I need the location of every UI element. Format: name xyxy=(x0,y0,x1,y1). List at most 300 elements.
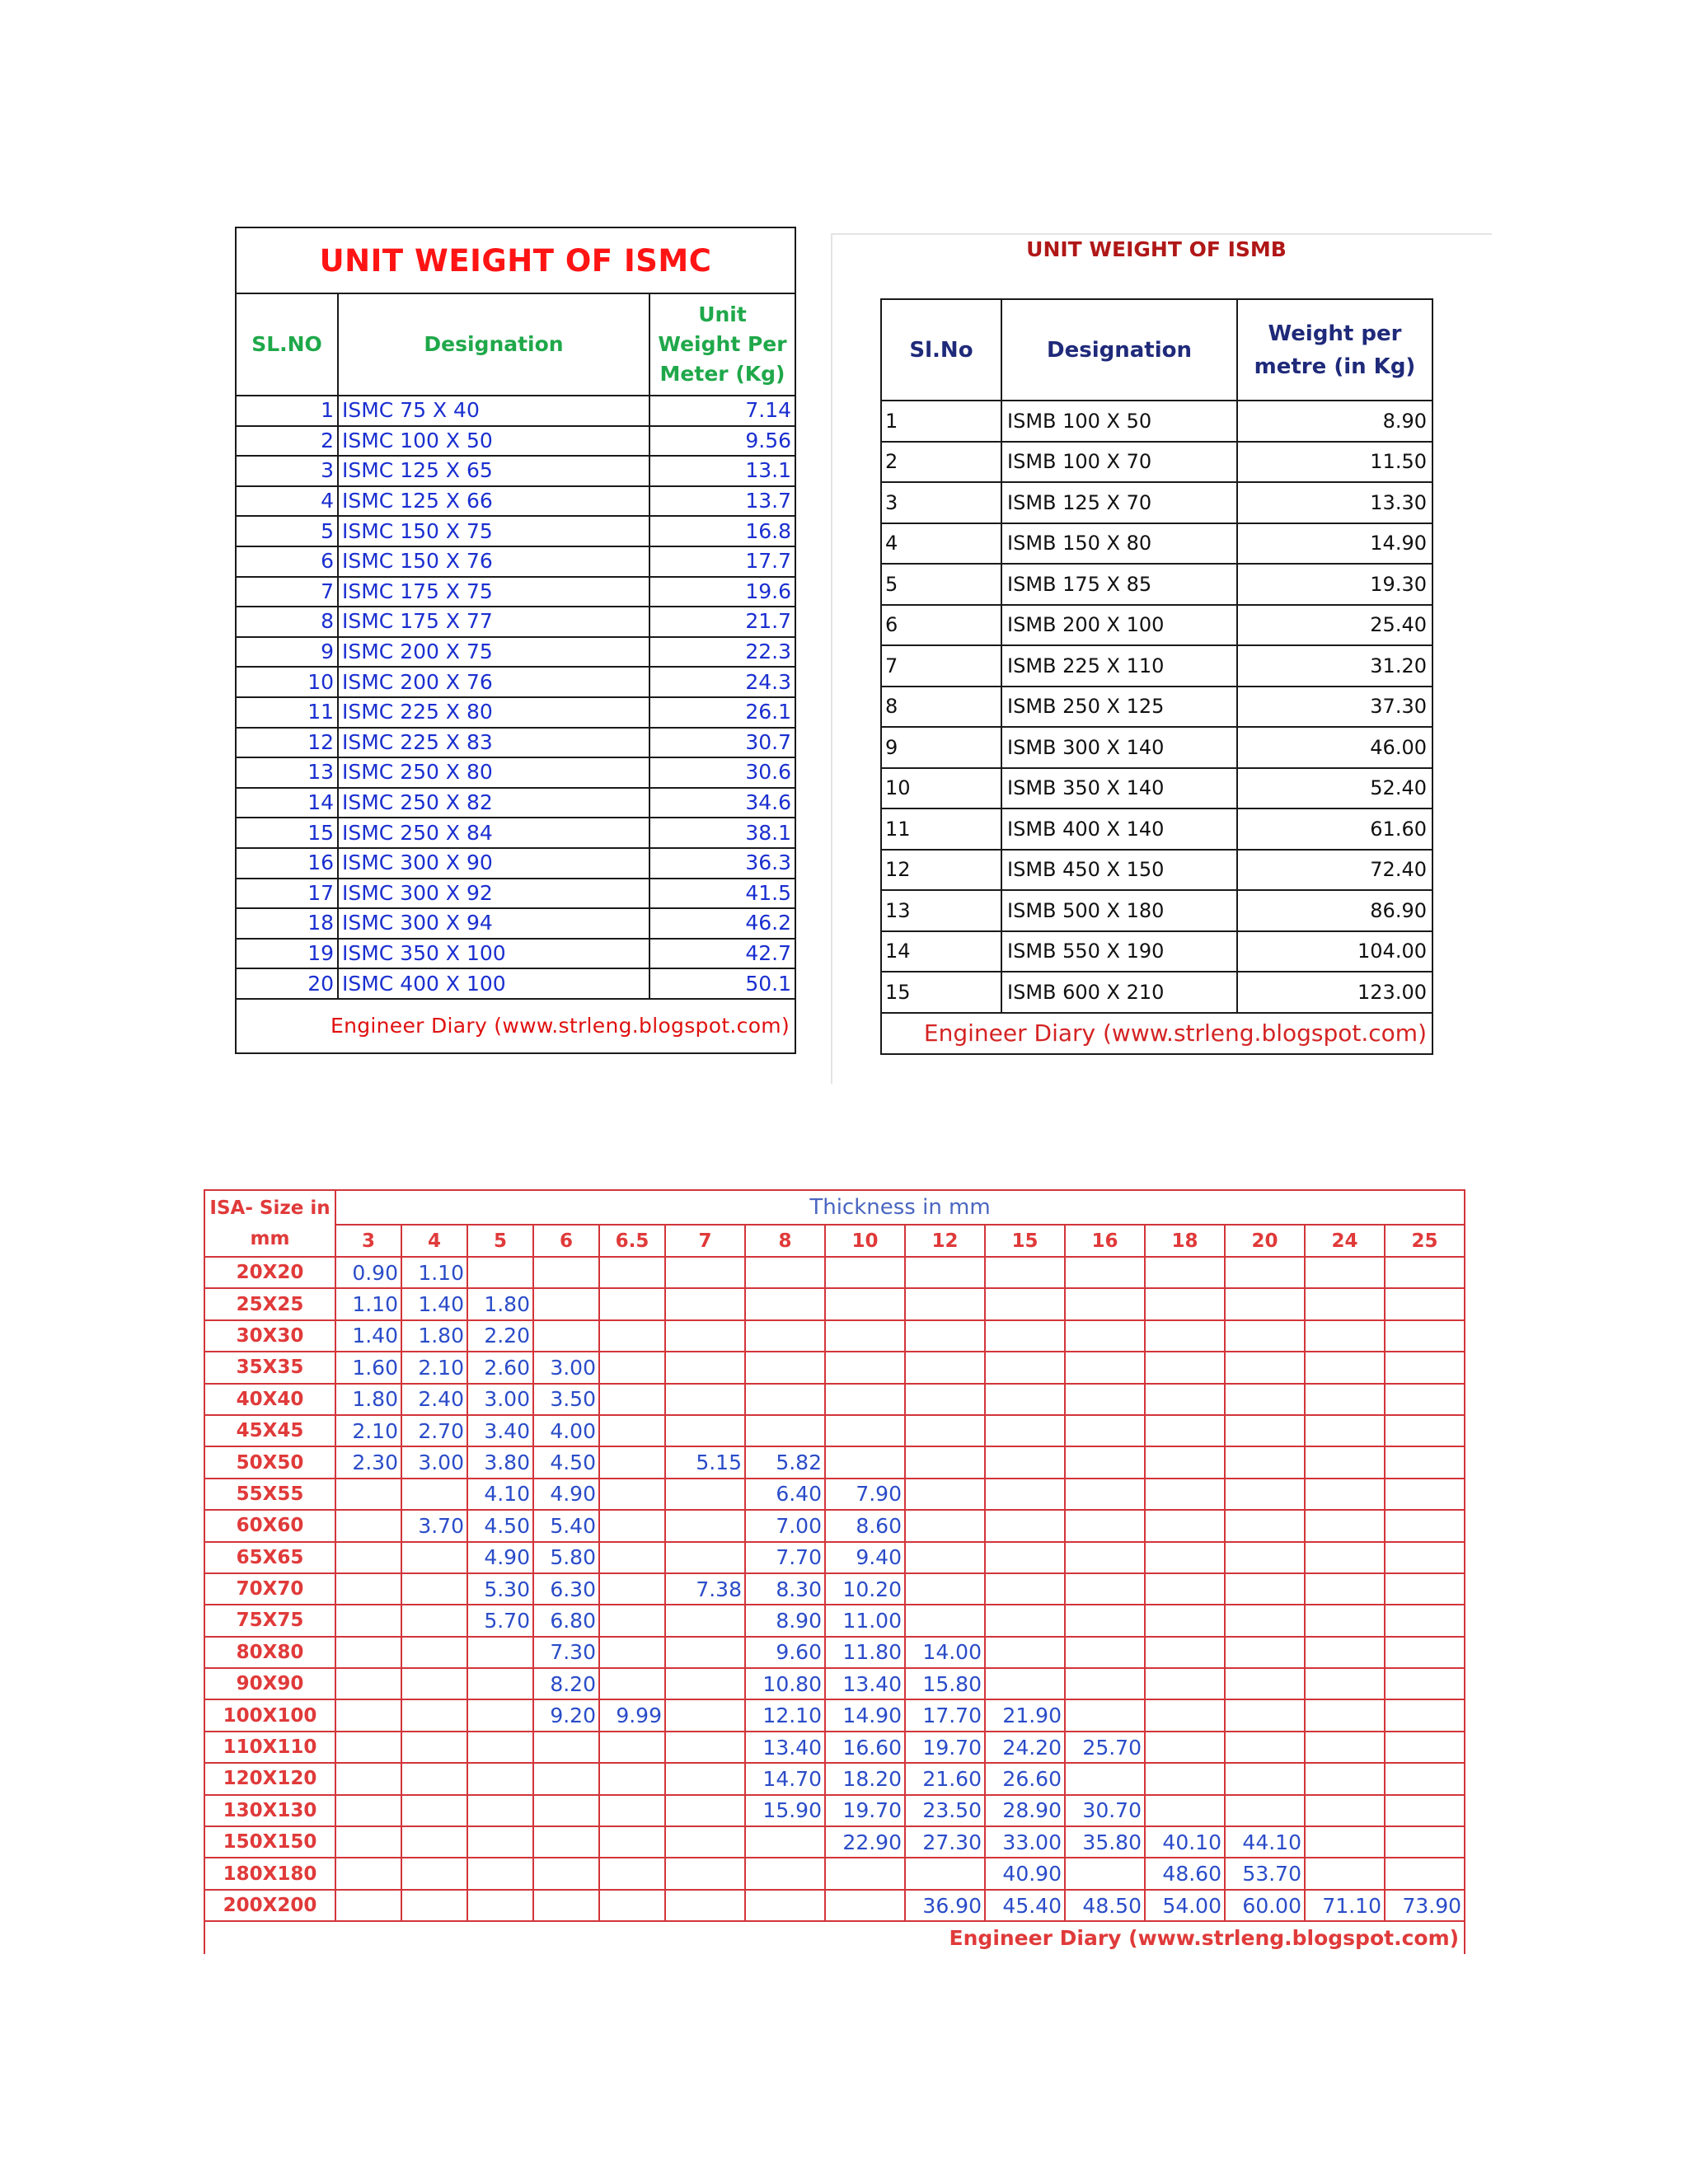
isa-weight-cell xyxy=(1225,1479,1305,1510)
ismb-designation-cell: ISMB 250 X 125 xyxy=(1001,687,1237,728)
isa-weight-cell xyxy=(599,1732,665,1763)
table-row xyxy=(236,697,795,728)
isa-weight-cell xyxy=(1225,1732,1305,1763)
table-row xyxy=(204,1858,1465,1889)
isa-weight-cell: 45.40 xyxy=(985,1890,1065,1921)
isa-weight-cell xyxy=(599,1510,665,1541)
isa-weight-cell xyxy=(905,1542,985,1573)
isa-weight-cell xyxy=(1305,1479,1385,1510)
isa-weight-cell xyxy=(401,1668,467,1699)
isa-size-cell: 90X90 xyxy=(204,1668,335,1699)
isa-weight-cell: 44.10 xyxy=(1225,1826,1305,1858)
isa-weight-cell xyxy=(467,1890,533,1921)
isa-thickness-label: 18 xyxy=(1145,1225,1225,1257)
isa-weight-cell: 6.80 xyxy=(533,1605,599,1636)
ismb-sl-cell: 12 xyxy=(881,850,1001,891)
isa-weight-cell xyxy=(335,1732,401,1763)
table-row xyxy=(236,728,795,758)
isa-weight-cell xyxy=(905,1446,985,1478)
isa-weight-cell: 21.90 xyxy=(985,1699,1065,1731)
ismb-designation-cell: ISMB 225 X 110 xyxy=(1001,645,1237,687)
isa-weight-cell xyxy=(1305,1573,1385,1605)
ismc-sl-cell: 8 xyxy=(236,607,338,637)
table-row xyxy=(204,1605,1465,1636)
isa-weight-cell xyxy=(1145,1257,1225,1288)
isa-weight-cell xyxy=(1385,1288,1465,1319)
ismb-weight-cell: 11.50 xyxy=(1237,442,1432,483)
isa-weight-cell xyxy=(1305,1446,1385,1478)
isa-weight-cell xyxy=(335,1668,401,1699)
table-row xyxy=(236,757,795,788)
isa-weight-cell xyxy=(1225,1795,1305,1826)
isa-weight-cell xyxy=(335,1510,401,1541)
isa-weight-cell: 25.70 xyxy=(1065,1732,1145,1763)
isa-weight-cell xyxy=(1225,1352,1305,1383)
isa-weight-cell xyxy=(401,1890,467,1921)
isa-weight-cell xyxy=(665,1288,745,1319)
ismb-sl-cell: 14 xyxy=(881,931,1001,972)
isa-weight-cell xyxy=(985,1415,1065,1446)
isa-weight-cell xyxy=(1305,1732,1385,1763)
table-row xyxy=(881,768,1432,809)
ismb-sl-cell: 10 xyxy=(881,768,1001,809)
isa-weight-cell xyxy=(985,1446,1065,1478)
isa-weight-cell xyxy=(1065,1573,1145,1605)
isa-weight-cell: 8.90 xyxy=(745,1605,825,1636)
isa-weight-cell xyxy=(1225,1320,1305,1352)
isa-weight-cell xyxy=(1145,1763,1225,1794)
ismc-sl-cell: 10 xyxy=(236,667,338,697)
isa-weight-cell: 22.90 xyxy=(825,1826,905,1858)
isa-size-cell: 75X75 xyxy=(204,1605,335,1636)
isa-weight-cell: 4.90 xyxy=(467,1542,533,1573)
ismc-sl-cell: 20 xyxy=(236,968,338,999)
ismc-sl-cell: 17 xyxy=(236,879,338,909)
table-row xyxy=(881,890,1432,931)
table-row xyxy=(204,1637,1465,1668)
ismc-sl-cell: 11 xyxy=(236,697,338,728)
isa-thickness-header: Thickness in mm xyxy=(335,1190,1465,1225)
ismc-sl-cell: 19 xyxy=(236,939,338,969)
isa-weight-cell xyxy=(1305,1795,1385,1826)
ismc-designation-header: Designation xyxy=(338,293,649,396)
ismc-designation-cell: ISMC 300 X 94 xyxy=(338,908,649,939)
isa-thickness-label: 16 xyxy=(1065,1225,1145,1257)
isa-weight-cell xyxy=(1385,1763,1465,1794)
isa-weight-cell: 36.90 xyxy=(905,1890,985,1921)
isa-weight-cell xyxy=(1145,1732,1225,1763)
isa-weight-cell xyxy=(1065,1510,1145,1541)
isa-weight-cell: 1.10 xyxy=(335,1288,401,1319)
isa-weight-cell xyxy=(985,1605,1065,1636)
ismb-sl-cell: 3 xyxy=(881,482,1001,523)
ismc-weight-cell: 13.7 xyxy=(649,486,795,517)
table-row xyxy=(204,1446,1465,1478)
isa-weight-cell xyxy=(665,1858,745,1889)
isa-thickness-label: 10 xyxy=(825,1225,905,1257)
table-row xyxy=(881,564,1432,605)
isa-weight-cell: 19.70 xyxy=(825,1795,905,1826)
isa-weight-cell: 48.50 xyxy=(1065,1890,1145,1921)
isa-size-cell: 60X60 xyxy=(204,1510,335,1541)
isa-weight-cell: 2.20 xyxy=(467,1320,533,1352)
isa-size-cell: 180X180 xyxy=(204,1858,335,1889)
table-row xyxy=(204,1699,1465,1731)
ismc-weight-cell: 36.3 xyxy=(649,848,795,879)
isa-weight-cell xyxy=(1385,1826,1465,1858)
isa-weight-cell xyxy=(1305,1858,1385,1889)
isa-weight-cell: 7.30 xyxy=(533,1637,599,1668)
ismc-sl-cell: 3 xyxy=(236,456,338,486)
ismb-sl-cell: 7 xyxy=(881,645,1001,687)
isa-weight-cell: 2.60 xyxy=(467,1352,533,1383)
ismc-weight-cell: 26.1 xyxy=(649,697,795,728)
isa-size-cell: 200X200 xyxy=(204,1890,335,1921)
isa-weight-cell xyxy=(1385,1699,1465,1731)
isa-weight-cell xyxy=(1305,1352,1385,1383)
ismc-designation-cell: ISMC 250 X 84 xyxy=(338,818,649,848)
ismb-weight-cell: 72.40 xyxy=(1237,850,1432,891)
isa-thickness-row xyxy=(204,1225,1465,1257)
isa-weight-cell xyxy=(1145,1605,1225,1636)
ismc-designation-cell: ISMC 75 X 40 xyxy=(338,396,649,426)
table-row xyxy=(881,727,1432,768)
isa-weight-cell xyxy=(665,1890,745,1921)
isa-size-cell: 30X30 xyxy=(204,1320,335,1352)
isa-weight-cell xyxy=(1065,1384,1145,1415)
isa-body xyxy=(204,1257,1465,1921)
isa-weight-cell: 3.00 xyxy=(533,1352,599,1383)
isa-weight-cell xyxy=(1305,1763,1385,1794)
isa-weight-cell: 0.90 xyxy=(335,1257,401,1288)
ismc-weight-cell: 50.1 xyxy=(649,968,795,999)
isa-weight-cell: 13.40 xyxy=(825,1668,905,1699)
ismb-sl-header: Sl.No xyxy=(881,299,1001,401)
table-row xyxy=(236,908,795,939)
isa-weight-cell: 3.00 xyxy=(401,1446,467,1478)
isa-size-cell: 150X150 xyxy=(204,1826,335,1858)
isa-weight-cell xyxy=(985,1573,1065,1605)
isa-weight-cell xyxy=(1305,1542,1385,1573)
isa-footer: Engineer Diary (www.strleng.blogspot.com) xyxy=(204,1921,1465,1954)
ismb-table xyxy=(880,298,1433,1055)
table-row xyxy=(204,1826,1465,1858)
ismc-designation-cell: ISMC 250 X 82 xyxy=(338,788,649,818)
ismb-designation-cell: ISMB 500 X 180 xyxy=(1001,890,1237,931)
ismb-designation-cell: ISMB 175 X 85 xyxy=(1001,564,1237,605)
ismc-weight-cell: 16.8 xyxy=(649,516,795,546)
isa-weight-cell xyxy=(1305,1668,1385,1699)
isa-weight-cell xyxy=(825,1288,905,1319)
isa-weight-cell xyxy=(401,1699,467,1731)
isa-weight-cell: 2.70 xyxy=(401,1415,467,1446)
ismc-weight-cell: 38.1 xyxy=(649,818,795,848)
ismc-weight-cell: 42.7 xyxy=(649,939,795,969)
ismb-sl-cell: 2 xyxy=(881,442,1001,483)
isa-weight-cell xyxy=(533,1257,599,1288)
isa-weight-cell xyxy=(533,1732,599,1763)
isa-weight-cell xyxy=(335,1890,401,1921)
isa-weight-cell xyxy=(533,1858,599,1889)
isa-weight-cell xyxy=(1305,1384,1385,1415)
isa-weight-cell xyxy=(1385,1257,1465,1288)
isa-size-cell: 100X100 xyxy=(204,1699,335,1731)
ismc-designation-cell: ISMC 300 X 92 xyxy=(338,879,649,909)
table-row xyxy=(881,687,1432,728)
isa-size-cell: 55X55 xyxy=(204,1479,335,1510)
ismc-weight-header: Unit Weight Per Meter (Kg) xyxy=(649,293,795,396)
isa-weight-cell xyxy=(1225,1288,1305,1319)
table-row xyxy=(881,605,1432,646)
table-row xyxy=(204,1542,1465,1573)
ismb-sl-cell: 4 xyxy=(881,523,1001,565)
ismc-sl-cell: 18 xyxy=(236,908,338,939)
isa-weight-cell: 27.30 xyxy=(905,1826,985,1858)
ismc-sl-cell: 5 xyxy=(236,516,338,546)
isa-weight-cell xyxy=(745,1384,825,1415)
isa-weight-cell: 35.80 xyxy=(1065,1826,1145,1858)
isa-weight-cell: 3.70 xyxy=(401,1510,467,1541)
ismb-weight-cell: 46.00 xyxy=(1237,727,1432,768)
isa-weight-cell xyxy=(905,1605,985,1636)
ismb-designation-cell: ISMB 100 X 70 xyxy=(1001,442,1237,483)
table-row xyxy=(236,396,795,426)
isa-size-header: ISA- Size in mm xyxy=(204,1190,335,1257)
ismc-designation-cell: ISMC 250 X 80 xyxy=(338,757,649,788)
ismc-sl-header: SL.NO xyxy=(236,293,338,396)
isa-weight-cell xyxy=(401,1732,467,1763)
isa-weight-cell xyxy=(1385,1795,1465,1826)
isa-weight-cell xyxy=(335,1858,401,1889)
isa-weight-cell xyxy=(745,1352,825,1383)
ismc-weight-cell: 30.6 xyxy=(649,757,795,788)
isa-weight-cell: 11.80 xyxy=(825,1637,905,1668)
isa-weight-cell xyxy=(1225,1637,1305,1668)
ismb-footer: Engineer Diary (www.strleng.blogspot.com) xyxy=(881,1013,1432,1054)
isa-weight-cell xyxy=(985,1352,1065,1383)
isa-weight-cell: 28.90 xyxy=(985,1795,1065,1826)
isa-weight-cell xyxy=(1225,1668,1305,1699)
isa-weight-cell: 1.40 xyxy=(335,1320,401,1352)
isa-weight-cell xyxy=(1145,1668,1225,1699)
ismc-designation-cell: ISMC 225 X 83 xyxy=(338,728,649,758)
isa-weight-cell xyxy=(1385,1542,1465,1573)
isa-weight-cell: 4.90 xyxy=(533,1479,599,1510)
ismb-designation-cell: ISMB 600 X 210 xyxy=(1001,972,1237,1013)
isa-weight-cell xyxy=(905,1573,985,1605)
isa-weight-cell xyxy=(1385,1668,1465,1699)
ismb-sl-cell: 11 xyxy=(881,808,1001,850)
ismc-body xyxy=(236,396,795,999)
isa-weight-cell: 7.70 xyxy=(745,1542,825,1573)
isa-weight-cell xyxy=(745,1826,825,1858)
isa-weight-cell: 5.80 xyxy=(533,1542,599,1573)
isa-weight-cell xyxy=(905,1288,985,1319)
table-row xyxy=(204,1890,1465,1921)
ismc-sl-cell: 1 xyxy=(236,396,338,426)
isa-weight-cell xyxy=(825,1257,905,1288)
isa-weight-cell xyxy=(533,1826,599,1858)
isa-weight-cell xyxy=(825,1858,905,1889)
isa-weight-cell xyxy=(599,1573,665,1605)
ismc-sl-cell: 16 xyxy=(236,848,338,879)
isa-weight-cell: 30.70 xyxy=(1065,1795,1145,1826)
table-row xyxy=(236,788,795,818)
isa-size-cell: 35X35 xyxy=(204,1352,335,1383)
isa-weight-cell xyxy=(745,1890,825,1921)
isa-weight-cell xyxy=(1065,1479,1145,1510)
ismb-designation-cell: ISMB 550 X 190 xyxy=(1001,931,1237,972)
isa-size-cell: 40X40 xyxy=(204,1384,335,1415)
ismc-designation-cell: ISMC 150 X 75 xyxy=(338,516,649,546)
isa-weight-cell xyxy=(1225,1573,1305,1605)
isa-weight-cell xyxy=(599,1352,665,1383)
isa-weight-cell xyxy=(665,1637,745,1668)
isa-weight-cell xyxy=(1305,1257,1385,1288)
isa-weight-cell: 53.70 xyxy=(1225,1858,1305,1889)
isa-weight-cell xyxy=(1385,1605,1465,1636)
isa-weight-cell: 10.20 xyxy=(825,1573,905,1605)
isa-weight-cell xyxy=(905,1415,985,1446)
isa-weight-cell xyxy=(1145,1573,1225,1605)
isa-weight-cell xyxy=(665,1732,745,1763)
ismc-sl-cell: 14 xyxy=(236,788,338,818)
isa-weight-cell xyxy=(665,1763,745,1794)
isa-weight-cell xyxy=(533,1795,599,1826)
isa-weight-cell: 14.90 xyxy=(825,1699,905,1731)
ismb-weight-cell: 52.40 xyxy=(1237,768,1432,809)
isa-weight-cell: 5.15 xyxy=(665,1446,745,1478)
isa-weight-cell xyxy=(335,1826,401,1858)
isa-weight-cell xyxy=(985,1637,1065,1668)
table-row xyxy=(204,1668,1465,1699)
isa-weight-cell xyxy=(825,1415,905,1446)
isa-weight-cell xyxy=(599,1890,665,1921)
ismc-weight-cell: 22.3 xyxy=(649,637,795,668)
isa-weight-cell xyxy=(905,1384,985,1415)
ismb-weight-cell: 13.30 xyxy=(1237,482,1432,523)
table-row xyxy=(236,516,795,546)
isa-thickness-label: 6 xyxy=(533,1225,599,1257)
table-row xyxy=(236,848,795,879)
table-row xyxy=(204,1573,1465,1605)
table-row xyxy=(204,1320,1465,1352)
table-row xyxy=(881,972,1432,1013)
table-row xyxy=(236,818,795,848)
ismb-sl-cell: 15 xyxy=(881,972,1001,1013)
isa-weight-cell xyxy=(985,1288,1065,1319)
isa-weight-cell xyxy=(1145,1795,1225,1826)
table-row xyxy=(881,401,1432,442)
isa-weight-cell xyxy=(665,1826,745,1858)
isa-weight-cell xyxy=(1385,1320,1465,1352)
isa-weight-cell: 15.90 xyxy=(745,1795,825,1826)
isa-weight-cell: 40.10 xyxy=(1145,1826,1225,1858)
table-row xyxy=(204,1384,1465,1415)
isa-weight-cell: 1.60 xyxy=(335,1352,401,1383)
ismc-weight-cell: 9.56 xyxy=(649,426,795,457)
isa-weight-cell xyxy=(1065,1542,1145,1573)
isa-weight-cell xyxy=(1225,1384,1305,1415)
isa-weight-cell: 8.60 xyxy=(825,1510,905,1541)
isa-weight-cell: 1.40 xyxy=(401,1288,467,1319)
isa-weight-cell xyxy=(665,1795,745,1826)
isa-weight-cell xyxy=(1145,1415,1225,1446)
isa-weight-cell: 73.90 xyxy=(1385,1890,1465,1921)
isa-weight-cell: 6.40 xyxy=(745,1479,825,1510)
isa-weight-cell xyxy=(905,1510,985,1541)
isa-weight-cell: 14.00 xyxy=(905,1637,985,1668)
isa-thickness-label: 20 xyxy=(1225,1225,1305,1257)
isa-size-cell: 130X130 xyxy=(204,1795,335,1826)
isa-weight-cell: 3.80 xyxy=(467,1446,533,1478)
isa-weight-cell xyxy=(745,1320,825,1352)
isa-weight-cell xyxy=(599,1668,665,1699)
isa-weight-cell: 12.10 xyxy=(745,1699,825,1731)
ismc-weight-cell: 34.6 xyxy=(649,788,795,818)
ismc-weight-cell: 7.14 xyxy=(649,396,795,426)
isa-weight-cell xyxy=(1225,1699,1305,1731)
isa-weight-cell xyxy=(825,1352,905,1383)
isa-weight-cell xyxy=(665,1479,745,1510)
isa-weight-cell: 2.40 xyxy=(401,1384,467,1415)
isa-weight-cell: 1.80 xyxy=(335,1384,401,1415)
isa-weight-cell: 2.30 xyxy=(335,1446,401,1478)
isa-weight-cell xyxy=(1305,1415,1385,1446)
isa-weight-cell xyxy=(1225,1605,1305,1636)
isa-thickness-label: 15 xyxy=(985,1225,1065,1257)
isa-weight-cell xyxy=(905,1352,985,1383)
table-row xyxy=(236,968,795,999)
isa-weight-cell: 14.70 xyxy=(745,1763,825,1794)
ismb-weight-cell: 123.00 xyxy=(1237,972,1432,1013)
isa-weight-cell xyxy=(335,1637,401,1668)
isa-weight-cell xyxy=(665,1352,745,1383)
isa-weight-cell xyxy=(401,1542,467,1573)
isa-weight-cell xyxy=(401,1763,467,1794)
ismc-sl-cell: 4 xyxy=(236,486,338,517)
isa-weight-cell: 15.80 xyxy=(905,1668,985,1699)
isa-weight-cell: 10.80 xyxy=(745,1668,825,1699)
isa-size-cell: 65X65 xyxy=(204,1542,335,1573)
isa-weight-cell: 71.10 xyxy=(1305,1890,1385,1921)
isa-weight-cell xyxy=(599,1288,665,1319)
isa-weight-cell xyxy=(533,1890,599,1921)
ismc-designation-cell: ISMC 400 X 100 xyxy=(338,968,649,999)
isa-weight-cell xyxy=(599,1446,665,1478)
isa-weight-cell xyxy=(1065,1858,1145,1889)
table-row xyxy=(204,1415,1465,1446)
isa-weight-cell xyxy=(1065,1352,1145,1383)
isa-weight-cell xyxy=(985,1479,1065,1510)
ismb-weight-cell: 25.40 xyxy=(1237,605,1432,646)
isa-thickness-label: 8 xyxy=(745,1225,825,1257)
isa-weight-cell: 26.60 xyxy=(985,1763,1065,1794)
isa-weight-cell xyxy=(467,1795,533,1826)
isa-weight-cell xyxy=(665,1415,745,1446)
isa-weight-cell xyxy=(745,1858,825,1889)
isa-weight-cell xyxy=(1305,1699,1385,1731)
isa-weight-cell xyxy=(467,1858,533,1889)
table-row xyxy=(236,426,795,457)
isa-weight-cell: 33.00 xyxy=(985,1826,1065,1858)
isa-weight-cell xyxy=(1385,1858,1465,1889)
isa-weight-cell xyxy=(401,1826,467,1858)
ismc-designation-cell: ISMC 350 X 100 xyxy=(338,939,649,969)
ismb-sl-cell: 8 xyxy=(881,687,1001,728)
table-row xyxy=(881,808,1432,850)
isa-weight-cell: 4.50 xyxy=(467,1510,533,1541)
